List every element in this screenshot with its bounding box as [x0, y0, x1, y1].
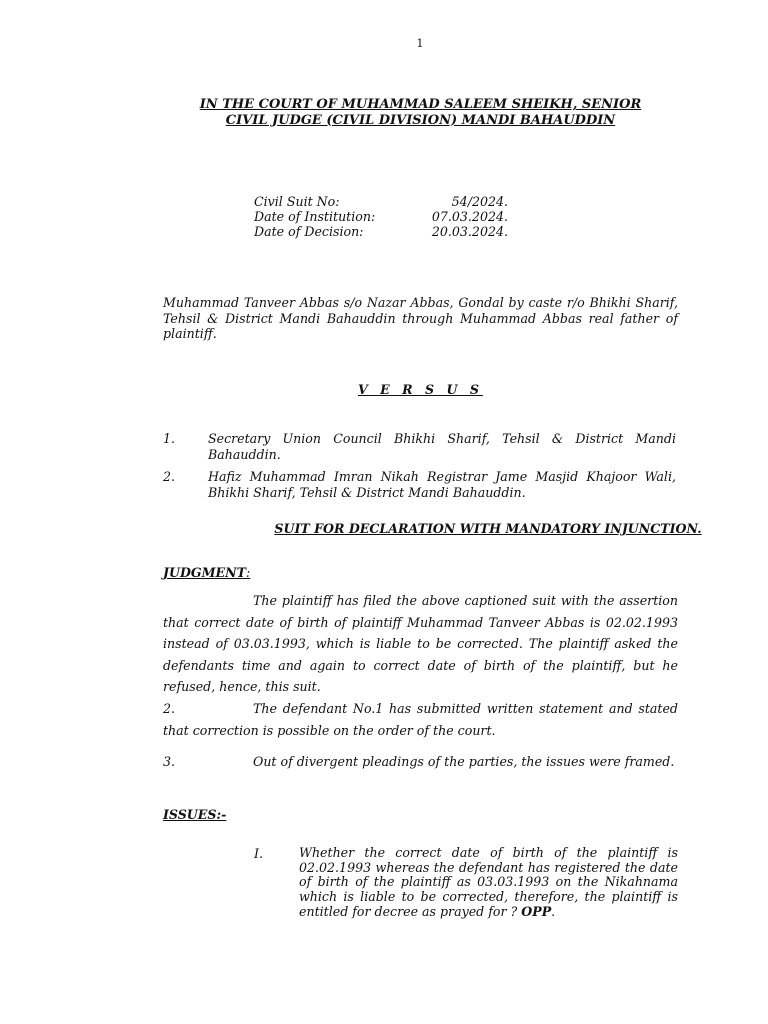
- court-heading-line-1: IN THE COURT OF MUHAMMAD SALEEM SHEIKH, SENIOR: [199, 97, 642, 112]
- versus-heading: V E R S U S: [358, 382, 483, 397]
- paragraph-1-text: The plaintiff has filed the above captioned suit with the assertion that correct date of birth of plaintiff Muhammad Tanveer Abbas is 02.02.1993 instead of 03.03.1993, which is liable to be corrected. The plaintiff asked the defendants time and again to correct date of birth of the plaintiff, but he refused, hence, this suit.: [163, 593, 678, 694]
- judgment-paragraph-2: [163, 698, 678, 741]
- paragraph-3-number: 3.: [163, 754, 176, 769]
- judgment-heading: JUDGMENT: [163, 565, 247, 580]
- decision-date-label: Date of Decision:: [254, 224, 364, 239]
- civil-suit-label: Civil Suit No:: [254, 194, 340, 209]
- civil-suit-value: 54/2024.: [451, 194, 508, 209]
- case-detail-row: [254, 194, 514, 209]
- court-heading-line-2: CIVIL JUDGE (CIVIL DIVISION) MANDI BAHAUDDIN: [225, 112, 616, 128]
- issue-text: [299, 846, 678, 920]
- court-heading: [163, 97, 678, 128]
- defendant-number: 1.: [163, 431, 176, 446]
- defendant-description: Secretary Union Council Bhikhi Sharif, Tehsil & District Mandi Bahauddin.: [208, 431, 676, 462]
- judgment-paragraph-1: [163, 590, 678, 698]
- page-number: 1: [416, 37, 424, 50]
- decision-date-value: 20.03.2024.: [431, 224, 508, 239]
- defendant-description: Hafiz Muhammad Imran Nikah Registrar Jame Masjid Khajoor Wali, Bhikhi Sharif, Tehsil & District Mandi Bahauddin.: [208, 469, 676, 500]
- judgment-paragraph-3: [163, 751, 678, 773]
- defendant-number: 2.: [163, 469, 176, 484]
- issues-heading: ISSUES:-: [163, 807, 227, 822]
- institution-date-value: 07.03.2024.: [431, 209, 508, 224]
- issue-onus: OPP: [521, 903, 552, 919]
- suit-title: SUIT FOR DECLARATION WITH MANDATORY INJUNCTION.: [274, 521, 702, 536]
- paragraph-3-text: Out of divergent pleadings of the parties, the issues were framed.: [253, 754, 675, 769]
- judgment-heading-line: [163, 565, 250, 580]
- institution-date-label: Date of Institution:: [254, 209, 376, 224]
- judgment-colon: :: [246, 565, 251, 580]
- issue-question: Whether the correct date of birth of the plaintiff is 02.02.1993 whereas the defendant has registered the date of birth of the plaintiff as 03.03.1993 on the Nikahnama which is liable to be corrected, therefore, the plaintiff is entitled for decree as prayed for ?: [299, 845, 678, 919]
- issue-end: .: [551, 903, 556, 919]
- case-detail-row: [254, 209, 514, 224]
- paragraph-2-text: The defendant No.1 has submitted written statement and stated that correction is possible on the order of the court.: [163, 701, 678, 738]
- plaintiff-description: Muhammad Tanveer Abbas s/o Nazar Abbas, Gondal by caste r/o Bhikhi Sharif, Tehsil & District Mandi Bahauddin through Muhammad Abbas real father of plaintiff.: [163, 295, 678, 341]
- paragraph-2-number: 2.: [163, 701, 176, 716]
- case-detail-row: [254, 224, 514, 239]
- issue-number: I.: [254, 846, 263, 861]
